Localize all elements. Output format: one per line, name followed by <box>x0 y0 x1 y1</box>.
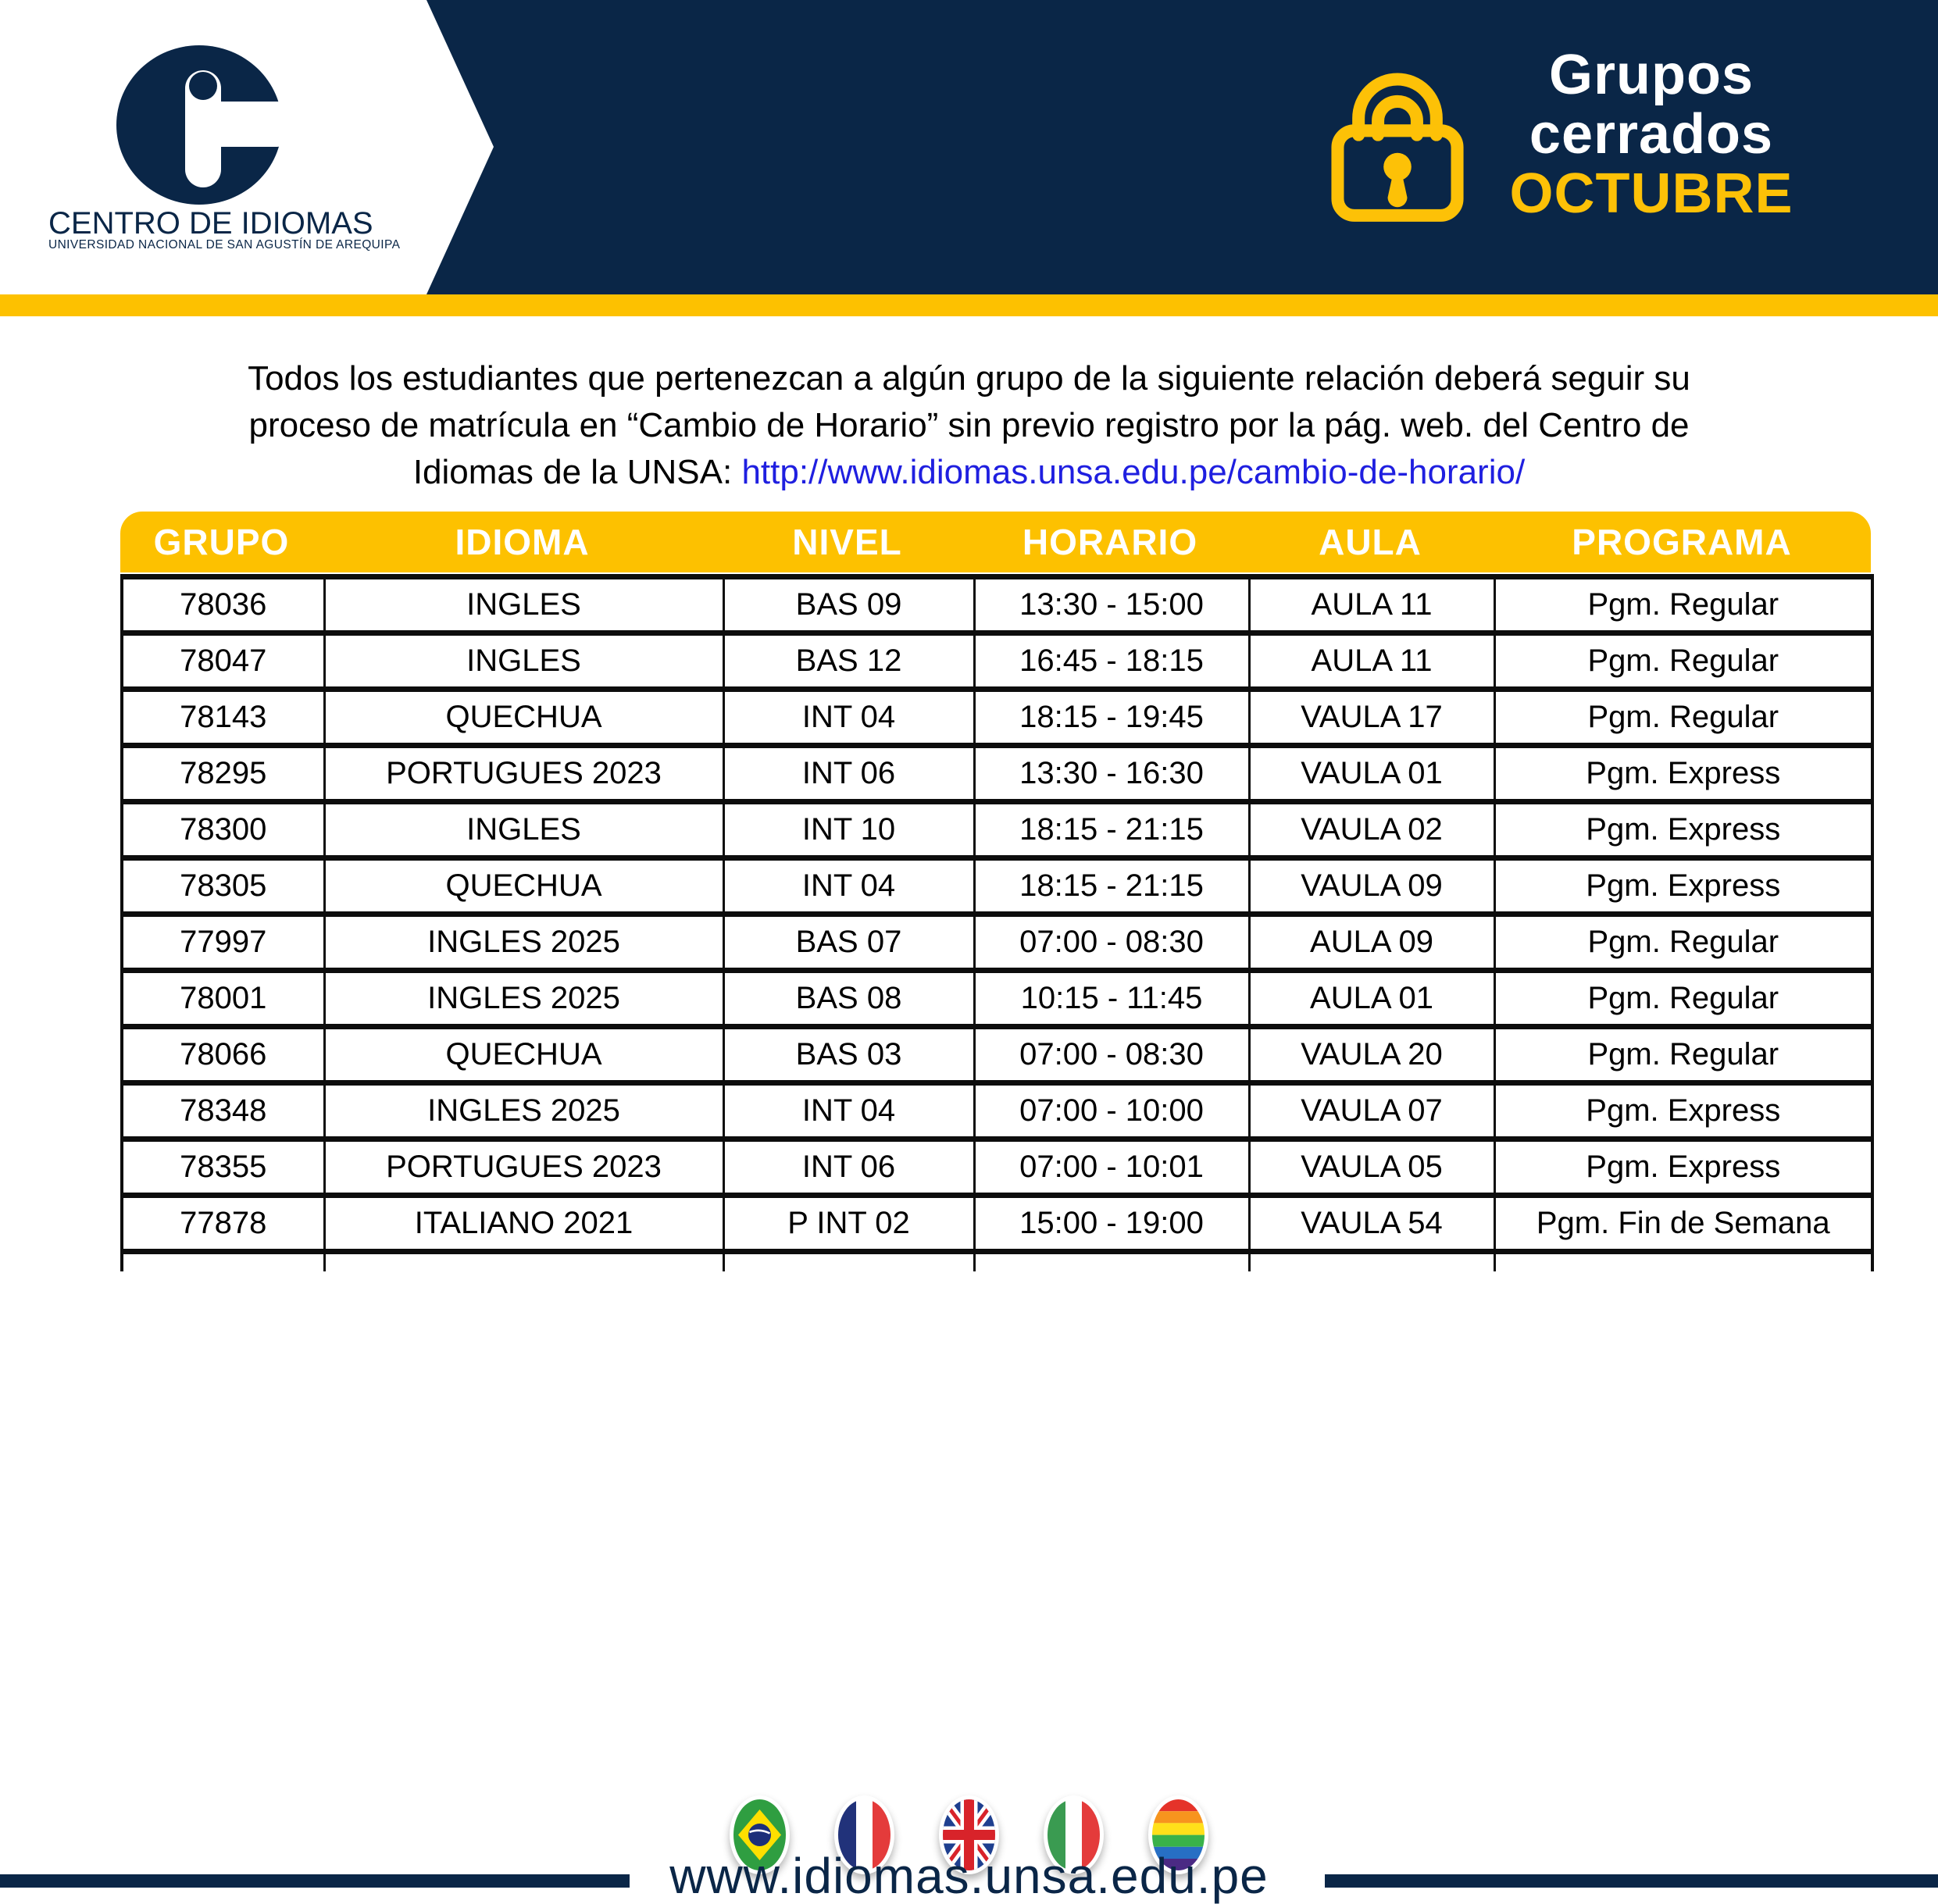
table-cell: Pgm. Express <box>1494 1083 1872 1139</box>
table-cell: ITALIANO 2021 <box>324 1196 723 1252</box>
column-header-idioma: IDIOMA <box>455 522 590 562</box>
table-cell: AULA 11 <box>1249 633 1494 690</box>
table-cell: 77997 <box>122 915 324 971</box>
table-cell: 18:15 - 21:15 <box>974 802 1249 858</box>
column-header-programa: PROGRAMA <box>1572 522 1792 562</box>
table-cell: QUECHUA <box>324 1027 723 1083</box>
intro-line1: Todos los estudiantes que pertenezcan a algún grupo de la siguiente relación deberá seguir su <box>248 359 1690 398</box>
table-cell: 78348 <box>122 1083 324 1139</box>
table-cell: VAULA 17 <box>1249 690 1494 746</box>
table-body <box>122 577 1872 1252</box>
table-cell: Pgm. Regular <box>1494 1027 1872 1083</box>
table-row <box>122 1139 1872 1196</box>
table-cell: INT 10 <box>723 802 974 858</box>
table-cell: VAULA 54 <box>1249 1196 1494 1252</box>
cambio-de-horario-link[interactable]: http://www.idiomas.unsa.edu.pe/cambio-de-horario/ <box>741 453 1526 491</box>
table-cell: Pgm. Regular <box>1494 577 1872 633</box>
table-cell: INT 06 <box>723 1139 974 1196</box>
table-stub <box>122 1252 1872 1272</box>
table-cell: 78066 <box>122 1027 324 1083</box>
intro-line3-prefix: Idiomas de la UNSA: <box>412 453 742 491</box>
table-cell: 07:00 - 08:30 <box>974 1027 1249 1083</box>
table-cell: 15:00 - 19:00 <box>974 1196 1249 1252</box>
table-cell: INT 04 <box>723 858 974 915</box>
table-cell: 10:15 - 11:45 <box>974 971 1249 1027</box>
centro-de-idiomas-c-logo-icon <box>116 45 282 205</box>
logo-subtitle: UNIVERSIDAD NACIONAL DE SAN AGUSTÍN DE AREQUIPA <box>48 238 401 251</box>
table-row <box>122 1196 1872 1252</box>
table-cell: 07:00 - 10:00 <box>974 1083 1249 1139</box>
table-cell: 78143 <box>122 690 324 746</box>
table-cell: Pgm. Regular <box>1494 690 1872 746</box>
table-cell: BAS 08 <box>723 971 974 1027</box>
table-cell: Pgm. Express <box>1494 802 1872 858</box>
table-cell: 16:45 - 18:15 <box>974 633 1249 690</box>
table-row <box>122 1027 1872 1083</box>
intro-line3 <box>70 449 1868 496</box>
table-row <box>122 1083 1872 1139</box>
table-cell: Pgm. Regular <box>1494 971 1872 1027</box>
table-cell: Pgm. Express <box>1494 1139 1872 1196</box>
table-cell: 78036 <box>122 577 324 633</box>
table-cell: AULA 01 <box>1249 971 1494 1027</box>
column-header-nivel: NIVEL <box>792 522 902 562</box>
table-row <box>122 802 1872 858</box>
table-cell: 13:30 - 16:30 <box>974 746 1249 802</box>
table-cell: Pgm. Fin de Semana <box>1494 1196 1872 1252</box>
table-cell: 07:00 - 10:01 <box>974 1139 1249 1196</box>
table-cell: VAULA 01 <box>1249 746 1494 802</box>
table-cell: 78295 <box>122 746 324 802</box>
table-cell: 18:15 - 19:45 <box>974 690 1249 746</box>
table-cell: VAULA 20 <box>1249 1027 1494 1083</box>
table-row <box>122 746 1872 802</box>
table-cell: 13:30 - 15:00 <box>974 577 1249 633</box>
groups-table <box>120 574 1874 1271</box>
table-cell: Pgm. Express <box>1494 746 1872 802</box>
table-cell: INGLES 2025 <box>324 1083 723 1139</box>
table-row <box>122 858 1872 915</box>
table-cell: BAS 12 <box>723 633 974 690</box>
table-cell: BAS 03 <box>723 1027 974 1083</box>
header-title-line1: Grupos <box>1548 44 1754 106</box>
intro-paragraph <box>70 355 1868 496</box>
table-cell: INGLES <box>324 802 723 858</box>
table-cell: QUECHUA <box>324 858 723 915</box>
table-cell: VAULA 07 <box>1249 1083 1494 1139</box>
table-cell: 78355 <box>122 1139 324 1196</box>
column-header-aula: AULA <box>1319 522 1422 562</box>
table-cell: BAS 09 <box>723 577 974 633</box>
table-cell: P INT 02 <box>723 1196 974 1252</box>
table-cell: 77878 <box>122 1196 324 1252</box>
table-cell: INT 06 <box>723 746 974 802</box>
column-header-horario: HORARIO <box>1022 522 1198 562</box>
table-row <box>122 577 1872 633</box>
header-title <box>1498 45 1804 223</box>
table-cell: 78001 <box>122 971 324 1027</box>
table-cell: INT 04 <box>723 1083 974 1139</box>
table-cell: PORTUGUES 2023 <box>324 1139 723 1196</box>
table-cell: INGLES <box>324 577 723 633</box>
table-cell: VAULA 05 <box>1249 1139 1494 1196</box>
table-cell: INGLES 2025 <box>324 971 723 1027</box>
header-band <box>0 0 1938 294</box>
table-cell: Pgm. Express <box>1494 858 1872 915</box>
logo-title: CENTRO DE IDIOMAS <box>48 206 373 241</box>
table-cell: AULA 09 <box>1249 915 1494 971</box>
table-cell: BAS 07 <box>723 915 974 971</box>
header-title-month: OCTUBRE <box>1509 162 1793 225</box>
table-cell: INGLES 2025 <box>324 915 723 971</box>
table-cell: 78300 <box>122 802 324 858</box>
table-cell: 18:15 - 21:15 <box>974 858 1249 915</box>
table-cell: 78047 <box>122 633 324 690</box>
padlock-icon <box>1328 56 1467 222</box>
table-cell: QUECHUA <box>324 690 723 746</box>
table-header-row <box>120 512 1871 572</box>
table-cell: 78305 <box>122 858 324 915</box>
table-row <box>122 915 1872 971</box>
intro-line2: proceso de matrícula en “Cambio de Horario” sin previo registro por la pág. web. del Centro de <box>248 406 1690 444</box>
table-row <box>122 971 1872 1027</box>
table-row <box>122 633 1872 690</box>
table-cell: PORTUGUES 2023 <box>324 746 723 802</box>
yellow-divider-band <box>0 294 1938 316</box>
table-row <box>122 690 1872 746</box>
header-title-line2: cerrados <box>1529 103 1774 166</box>
table-cell: INGLES <box>324 633 723 690</box>
table-stub-row <box>122 1252 1872 1272</box>
column-header-grupo: GRUPO <box>153 522 290 562</box>
table-cell: AULA 11 <box>1249 577 1494 633</box>
table-cell: 07:00 - 08:30 <box>974 915 1249 971</box>
table-cell: INT 04 <box>723 690 974 746</box>
table-cell: Pgm. Regular <box>1494 633 1872 690</box>
table-cell: Pgm. Regular <box>1494 915 1872 971</box>
footer-website: www.idiomas.unsa.edu.pe <box>669 1848 1269 1904</box>
table-cell: VAULA 02 <box>1249 802 1494 858</box>
table-cell: VAULA 09 <box>1249 858 1494 915</box>
